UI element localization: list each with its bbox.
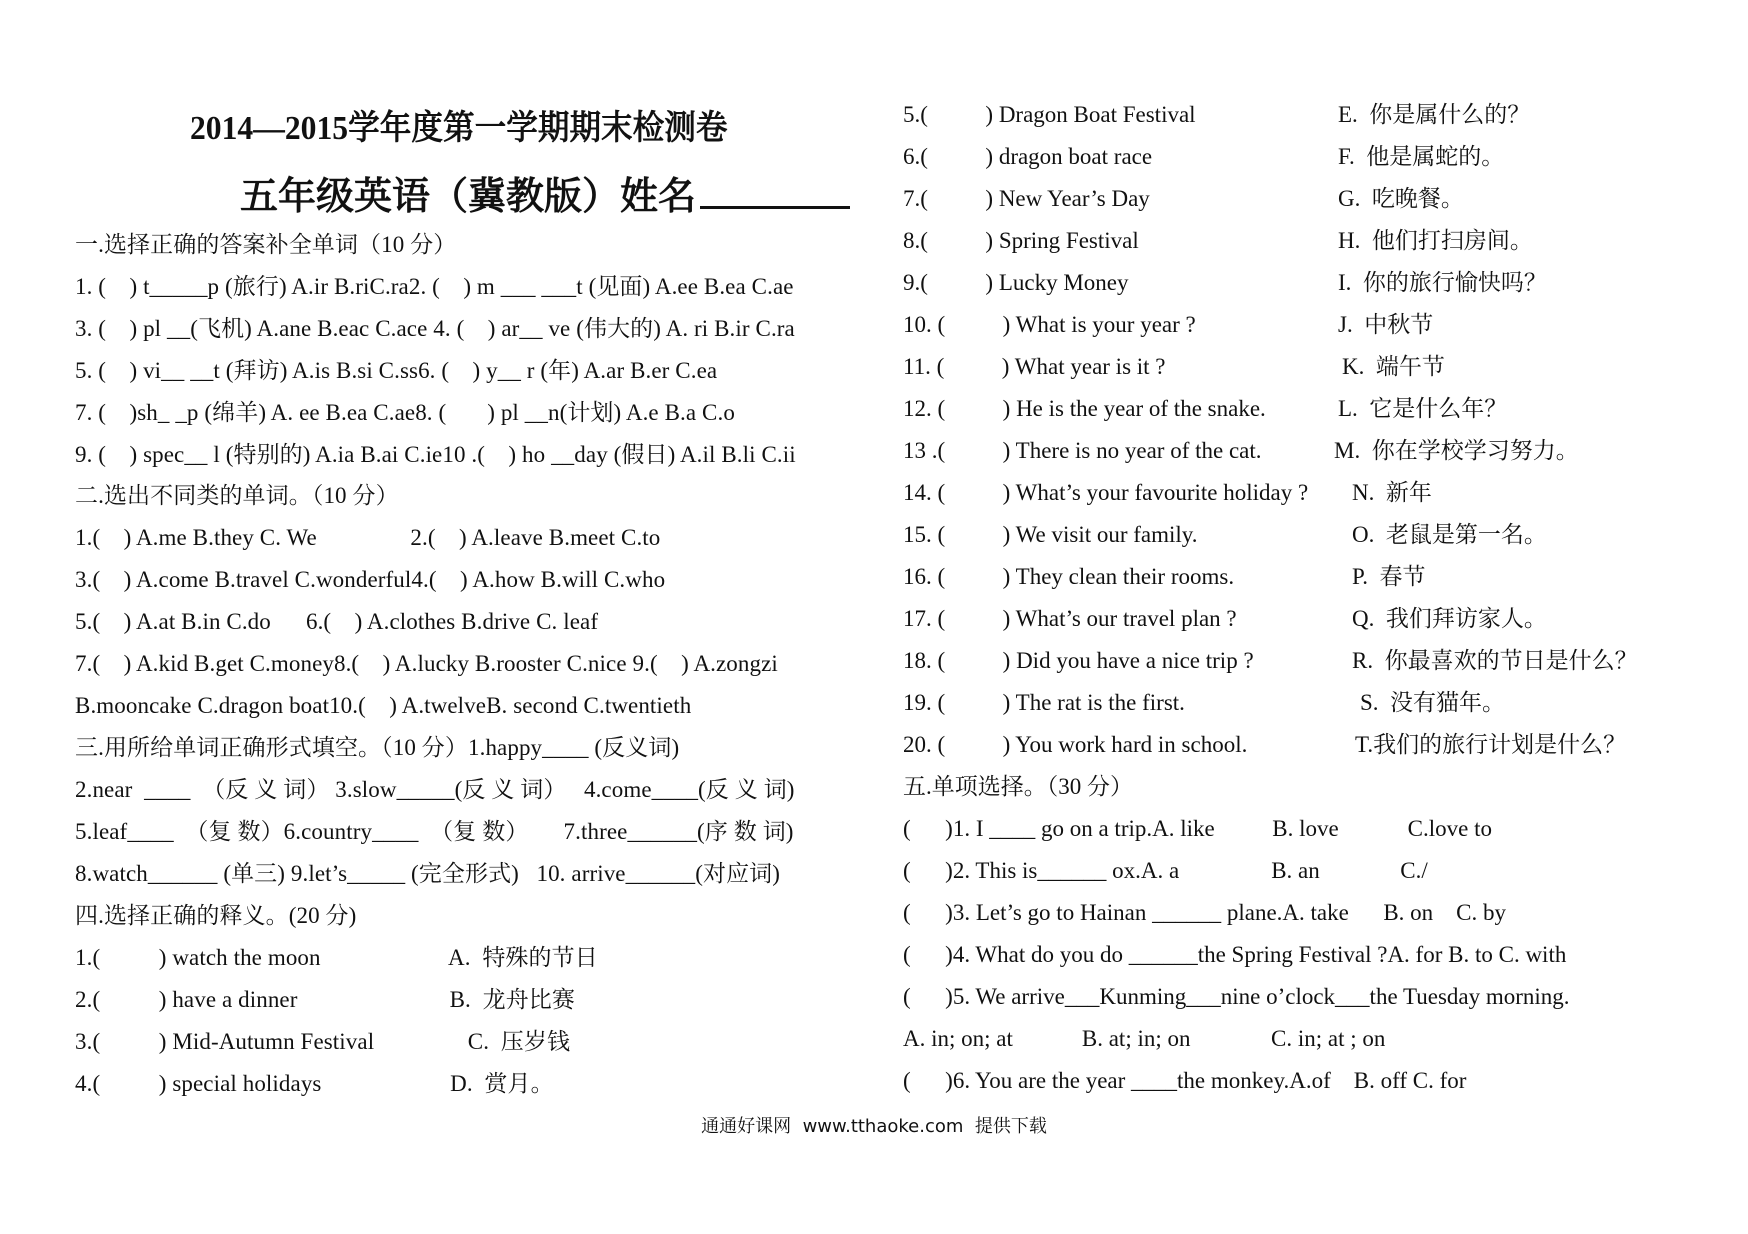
s4-meaning: E. 你是属什么的？ — [1338, 102, 1531, 127]
s4-meaning: J. 中秋节 — [1338, 312, 1434, 337]
section-3-line: 三.用所给单词正确形式填空。（10 分）1.happy____ (反义词) — [75, 735, 680, 760]
s5-line: ( )1. I ____ go on a trip.A. like B. love C.love to — [903, 816, 1492, 841]
s2-line: 7.( ) A.kid B.get C.money8.( ) A.lucky B.rooster C.nice 9.( ) A.zongzi — [75, 651, 778, 676]
s4-line: 2.( ) have a dinner B. 龙舟比赛 — [75, 987, 575, 1012]
s4-item: 9.( ) Lucky Money — [903, 270, 1129, 295]
s4-item: 7.( ) New Year’s Day — [903, 186, 1150, 211]
subtitle-text: 五年级英语（冀教版）姓名 — [240, 176, 697, 218]
s4-meaning: I. 你的旅行愉快吗？ — [1338, 270, 1547, 295]
s4-item: 15. ( ) We visit our family. — [903, 522, 1198, 547]
s4-item: 14. ( ) What’s your favourite holiday ? — [903, 480, 1309, 505]
s4-meaning: H. 他们打扫房间。 — [1338, 228, 1533, 253]
s4-item: 6.( ) dragon boat race — [903, 144, 1153, 169]
section-5-heading: 五.单项选择。（30 分） — [903, 774, 1133, 799]
s4-item: 5.( ) Dragon Boat Festival — [903, 102, 1196, 127]
s4-item: 16. ( ) They clean their rooms. — [903, 564, 1235, 589]
s1-line: 1. ( ) t_____p (旅行) A.ir B.riC.ra2. ( ) m ___ ___t (见面) A.ee B.ea C.ae — [75, 274, 794, 299]
s4-item: 20. ( ) You work hard in school. — [903, 732, 1248, 757]
s4-meaning: R. 你最喜欢的节日是什么？ — [1352, 648, 1638, 673]
s4-item: 12. ( ) He is the year of the snake. — [903, 396, 1266, 421]
section-3-line: 8.watch______ (单三) 9.let’s_____ (完全形式) 10. arrive______(对应词) — [75, 861, 781, 886]
s4-item: 19. ( ) The rat is the first. — [903, 690, 1185, 715]
s4-meaning: K. 端午节 — [1342, 354, 1445, 379]
section-2-heading: 二.选出不同类的单词。（10 分） — [75, 483, 399, 508]
page-footer: 通通好课网 www.tthaoke.com 提供下载 — [701, 1116, 1047, 1137]
s5-line: ( )6. You are the year ____the monkey.A.of B. off C. for — [903, 1068, 1467, 1093]
s4-meaning: N. 新年 — [1352, 480, 1432, 505]
s4-item: 8.( ) Spring Festival — [903, 228, 1139, 253]
s4-meaning: T.我们的旅行计划是什么？ — [1355, 732, 1627, 757]
s2-line: 1.( ) A.me B.they C. We 2.( ) A.leave B.meet C.to — [75, 525, 661, 550]
s4-meaning: Q. 我们拜访家人。 — [1352, 606, 1547, 631]
exam-subtitle — [240, 165, 850, 220]
s4-line: 3.( ) Mid-Autumn Festival C. 压岁钱 — [75, 1029, 571, 1054]
section-3-line: 5.leaf____ （复 数）6.country____ （复 数） 7.three______(序 数 词) — [75, 819, 794, 844]
s2-line: 3.( ) A.come B.travel C.wonderful4.( ) A.how B.will C.who — [75, 567, 666, 592]
s5-line: ( )4. What do you do ______the Spring Festival ?A. for B. to C. with — [903, 942, 1567, 967]
s4-meaning: F. 他是属蛇的。 — [1338, 144, 1505, 169]
s1-line: 7. ( )sh_ _p (绵羊) A. ee B.ea C.ae8. ( ) pl __n(计划) A.e B.a C.o — [75, 400, 735, 425]
s2-line: 5.( ) A.at B.in C.do 6.( ) A.clothes B.drive C. leaf — [75, 609, 599, 634]
s4-meaning: M. 你在学校学习努力。 — [1334, 438, 1579, 463]
section-4-heading: 四.选择正确的释义。(20 分) — [75, 903, 357, 928]
s4-item: 17. ( ) What’s our travel plan ? — [903, 606, 1237, 631]
s1-line: 3. ( ) pl __(飞机) A.ane B.eac C.ace 4. ( ) ar__ ve (伟大的) A. ri B.ir C.ra — [75, 316, 795, 341]
exam-title: 2014—2015学年度第一学期期末检测卷 — [190, 110, 728, 147]
s4-item: 13 .( ) There is no year of the cat. — [903, 438, 1262, 463]
s4-line: 1.( ) watch the moon A. 特殊的节日 — [75, 945, 598, 970]
s1-line: 9. ( ) spec__ l (特别的) A.ia B.ai C.ie10 .( ) ho __day (假日) A.il B.li C.ii — [75, 442, 796, 467]
s4-meaning: L. 它是什么年？ — [1338, 396, 1508, 421]
s4-meaning: O. 老鼠是第一名。 — [1352, 522, 1547, 547]
s4-line: 4.( ) special holidays D. 赏月。 — [75, 1071, 554, 1096]
s4-item: 10. ( ) What is your year ? — [903, 312, 1196, 337]
s1-line: 5. ( ) vi__ __t (拜访) A.is B.si C.ss6. ( ) y__ r (年) A.ar B.er C.ea — [75, 358, 718, 383]
s4-item: 18. ( ) Did you have a nice trip ? — [903, 648, 1254, 673]
section-1-heading: 一.选择正确的答案补全单词（10 分） — [75, 232, 457, 257]
s2-line: B.mooncake C.dragon boat10.( ) A.twelveB. second C.twentieth — [75, 693, 692, 718]
name-blank[interactable] — [700, 176, 850, 209]
section-3-line: 2.near ____ （反 义 词） 3.slow_____(反 义 词） 4.come____(反 义 词) — [75, 777, 795, 802]
s4-item: 11. ( ) What year is it ? — [903, 354, 1166, 379]
s4-meaning: S. 没有猫年。 — [1360, 690, 1506, 715]
s4-meaning: G. 吃晚餐。 — [1338, 186, 1464, 211]
s5-line: ( )2. This is______ ox.A. a B. an C./ — [903, 858, 1428, 883]
s5-line: ( )3. Let’s go to Hainan ______ plane.A. take B. on C. by — [903, 900, 1507, 925]
s5-line: A. in; on; at B. at; in; on C. in; at ; on — [903, 1026, 1386, 1051]
s5-line: ( )5. We arrive___Kunming___nine o’clock___the Tuesday morning. — [903, 984, 1570, 1009]
s4-meaning: P. 春节 — [1352, 564, 1426, 589]
